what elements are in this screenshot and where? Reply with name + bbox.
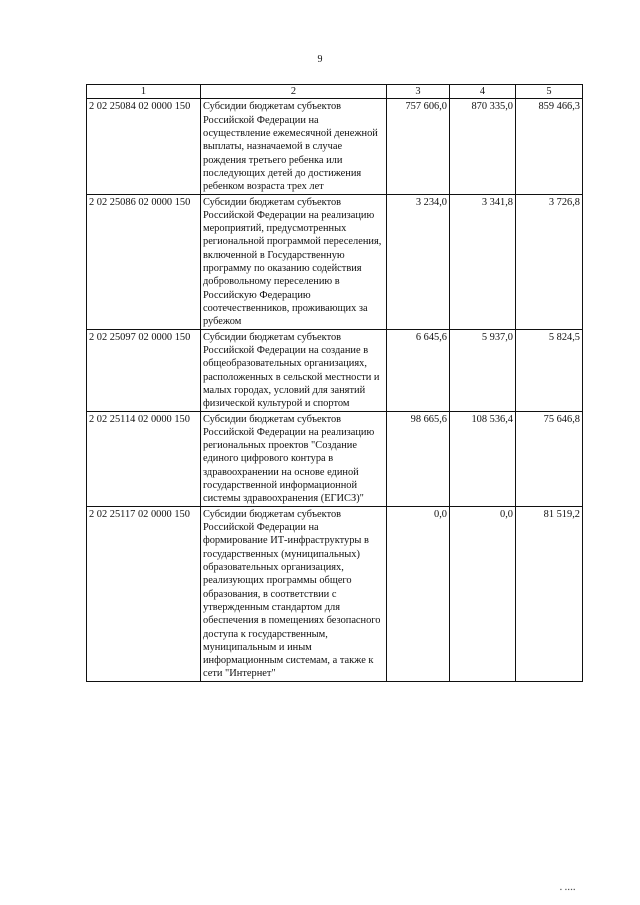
table-row xyxy=(87,99,583,194)
amount-col5-cell: 81 519,2 xyxy=(516,506,583,681)
amount-col5-cell: 5 824,5 xyxy=(516,329,583,411)
description-cell: Субсидии бюджетам субъектов Российской Федерации на осуществление ежемесячной денежной выплаты, назначаемой в случае рождения третьего ребенка или последующих детей до достижения ребенком возраста трех лет xyxy=(201,99,387,194)
budget-revenue-table xyxy=(86,84,583,682)
table-row xyxy=(87,329,583,411)
budget-code-cell: 2 02 25117 02 0000 150 xyxy=(87,506,201,681)
description-cell: Субсидии бюджетам субъектов Российской Федерации на реализацию мероприятий, предусмотренных региональной программой переселения, включенной в Государственную программу по оказанию содействия добровольному переселению в Российскую Федерацию соотечественников, проживающих за рубежом xyxy=(201,194,387,329)
description-cell: Субсидии бюджетам субъектов Российской Федерации на формирование ИТ-инфраструктуры в государственных (муниципальных) образовательных организациях, реализующих программы общего образования, в соответствии с утвержденным стандартом для обеспечения в помещениях безопасного доступа к государственным, муниципальным и иным информационным системам, а также к сети "Интернет" xyxy=(201,506,387,681)
amount-col3-cell: 3 234,0 xyxy=(387,194,450,329)
column-header-1: 1 xyxy=(87,85,201,99)
budget-code-cell: 2 02 25114 02 0000 150 xyxy=(87,411,201,506)
amount-col3-cell: 98 665,6 xyxy=(387,411,450,506)
amount-col3-cell: 757 606,0 xyxy=(387,99,450,194)
amount-col4-cell: 870 335,0 xyxy=(450,99,516,194)
scan-footer-mark: ▪ ▪▪▪▪ xyxy=(560,888,577,893)
column-header-2: 2 xyxy=(201,85,387,99)
description-cell: Субсидии бюджетам субъектов Российской Федерации на реализацию региональных проектов "Создание единого цифрового контура в здравоохранении на основе единой государственной информационной системы здравоохранения (ЕГИСЗ)" xyxy=(201,411,387,506)
amount-col4-cell: 0,0 xyxy=(450,506,516,681)
table-row xyxy=(87,506,583,681)
table-row xyxy=(87,194,583,329)
amount-col3-cell: 0,0 xyxy=(387,506,450,681)
amount-col5-cell: 3 726,8 xyxy=(516,194,583,329)
amount-col5-cell: 75 646,8 xyxy=(516,411,583,506)
amount-col4-cell: 108 536,4 xyxy=(450,411,516,506)
amount-col5-cell: 859 466,3 xyxy=(516,99,583,194)
column-header-4: 4 xyxy=(450,85,516,99)
budget-code-cell: 2 02 25084 02 0000 150 xyxy=(87,99,201,194)
table-row xyxy=(87,411,583,506)
table-header-row xyxy=(87,85,583,99)
amount-col4-cell: 5 937,0 xyxy=(450,329,516,411)
amount-col4-cell: 3 341,8 xyxy=(450,194,516,329)
column-header-3: 3 xyxy=(387,85,450,99)
amount-col3-cell: 6 645,6 xyxy=(387,329,450,411)
budget-code-cell: 2 02 25097 02 0000 150 xyxy=(87,329,201,411)
budget-code-cell: 2 02 25086 02 0000 150 xyxy=(87,194,201,329)
description-cell: Субсидии бюджетам субъектов Российской Федерации на создание в общеобразовательных организациях, расположенных в сельской местности и малых городах, условий для занятий физической культурой и спортом xyxy=(201,329,387,411)
page-number: 9 xyxy=(317,54,323,65)
column-header-5: 5 xyxy=(516,85,583,99)
